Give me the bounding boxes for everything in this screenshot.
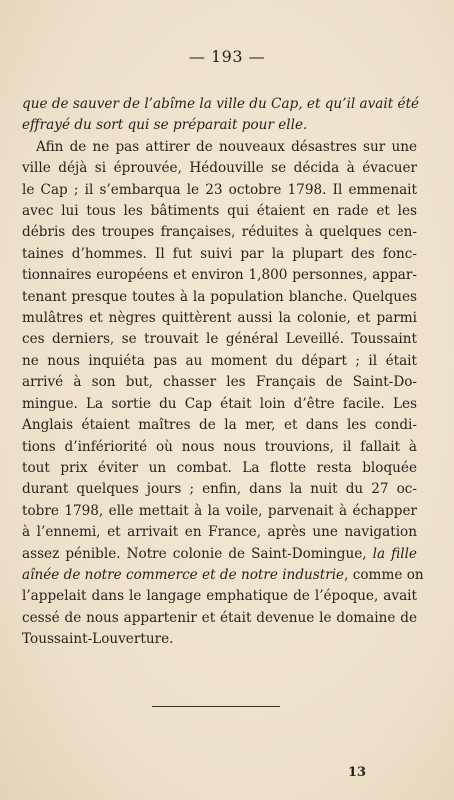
text-line	[22, 244, 417, 265]
line-text: l’appelait dans le langage emphatique de l’époque, avait	[22, 588, 417, 605]
italic-phrase: aînée de notre commerce et de notre industrie	[22, 566, 345, 583]
text-line	[22, 94, 420, 115]
line-text: avec lui tous les bâtiments qui étaient en rade et les	[22, 203, 417, 220]
line-text: tionnaires européens et environ 1,800 personnes, appar-	[22, 267, 417, 284]
page-number-header: — 193 —	[188, 47, 266, 66]
line-text: à l’ennemi, et arrivait en France, après une navigation	[22, 524, 417, 541]
line-text-tail: , comme on	[344, 566, 424, 583]
text-line	[22, 522, 417, 543]
text-line	[22, 501, 417, 522]
text-line	[22, 201, 417, 222]
italic-phrase: la fille	[372, 545, 417, 562]
text-line	[22, 565, 424, 586]
text-line	[22, 180, 417, 201]
signature-mark: 13	[348, 765, 367, 780]
text-line	[22, 115, 417, 136]
line-text: effrayé du sort qui se préparait pour elle.	[22, 117, 308, 134]
text-line	[22, 137, 417, 158]
line-text: mingue. La sortie du Cap était loin d’être facile. Les	[22, 395, 417, 412]
line-text: cessé de nous appartenir et était devenue le domaine de	[22, 609, 417, 626]
text-line	[22, 329, 417, 350]
line-text: tenant presque toutes à la population blanche. Quelques	[22, 288, 417, 305]
text-line	[22, 394, 417, 415]
line-text: assez pénible. Notre colonie de Saint-Domingue,	[22, 545, 373, 562]
line-text: tobre 1798, elle mettait à la voile, parvenait à échapper	[22, 502, 417, 519]
line-text: Toussaint-Louverture.	[22, 631, 174, 648]
text-line	[22, 222, 417, 243]
line-text: durant quelques jours ; enfin, dans la nuit du 27 oc-	[22, 481, 417, 498]
line-text: débris des troupes françaises, réduites à quelques cen-	[22, 224, 417, 241]
text-line	[22, 544, 417, 565]
line-text: taines d’hommes. Il fut suivi par la plupart des fonc-	[22, 245, 417, 262]
text-line	[22, 372, 417, 393]
text-line	[22, 308, 417, 329]
text-line	[22, 458, 417, 479]
text-line	[22, 265, 417, 286]
text-line	[22, 351, 417, 372]
text-line	[22, 608, 417, 629]
section-rule	[152, 706, 280, 707]
text-line	[22, 437, 417, 458]
text-line	[22, 629, 417, 650]
line-text: tout prix éviter un combat. La flotte resta bloquée	[22, 459, 417, 476]
text-line	[22, 415, 417, 436]
text-line	[22, 586, 417, 607]
line-text: le Cap ; il s’embarqua le 23 octobre 1798. Il emmenait	[22, 181, 417, 198]
text-line	[22, 479, 417, 500]
line-text: mulâtres et nègres quittèrent aussi la colonie, et parmi	[22, 310, 417, 327]
text-line	[22, 158, 417, 179]
line-text: Anglais étaient maîtres de la mer, et dans les condi-	[22, 417, 417, 434]
line-text: ville déjà si éprouvée, Hédouville se décida à évacuer	[22, 160, 417, 177]
line-text: ne nous inquiéta pas au moment du départ ; il était	[22, 352, 417, 369]
line-text: arrivé à son but, chasser les Français de Saint-Do-	[22, 374, 417, 391]
line-text: ces derniers, se trouvait le général Leveillé. Toussaint	[22, 331, 417, 348]
line-text: Afin de ne pas attirer de nouveaux désastres sur une	[36, 138, 417, 155]
line-text: que de sauver de l’abîme la ville du Cap, et qu’il avait été	[22, 96, 420, 112]
body-text	[22, 94, 424, 651]
line-text: tions d’infériorité où nous nous trouvions, il fallait à	[22, 438, 417, 455]
text-line	[22, 287, 417, 308]
